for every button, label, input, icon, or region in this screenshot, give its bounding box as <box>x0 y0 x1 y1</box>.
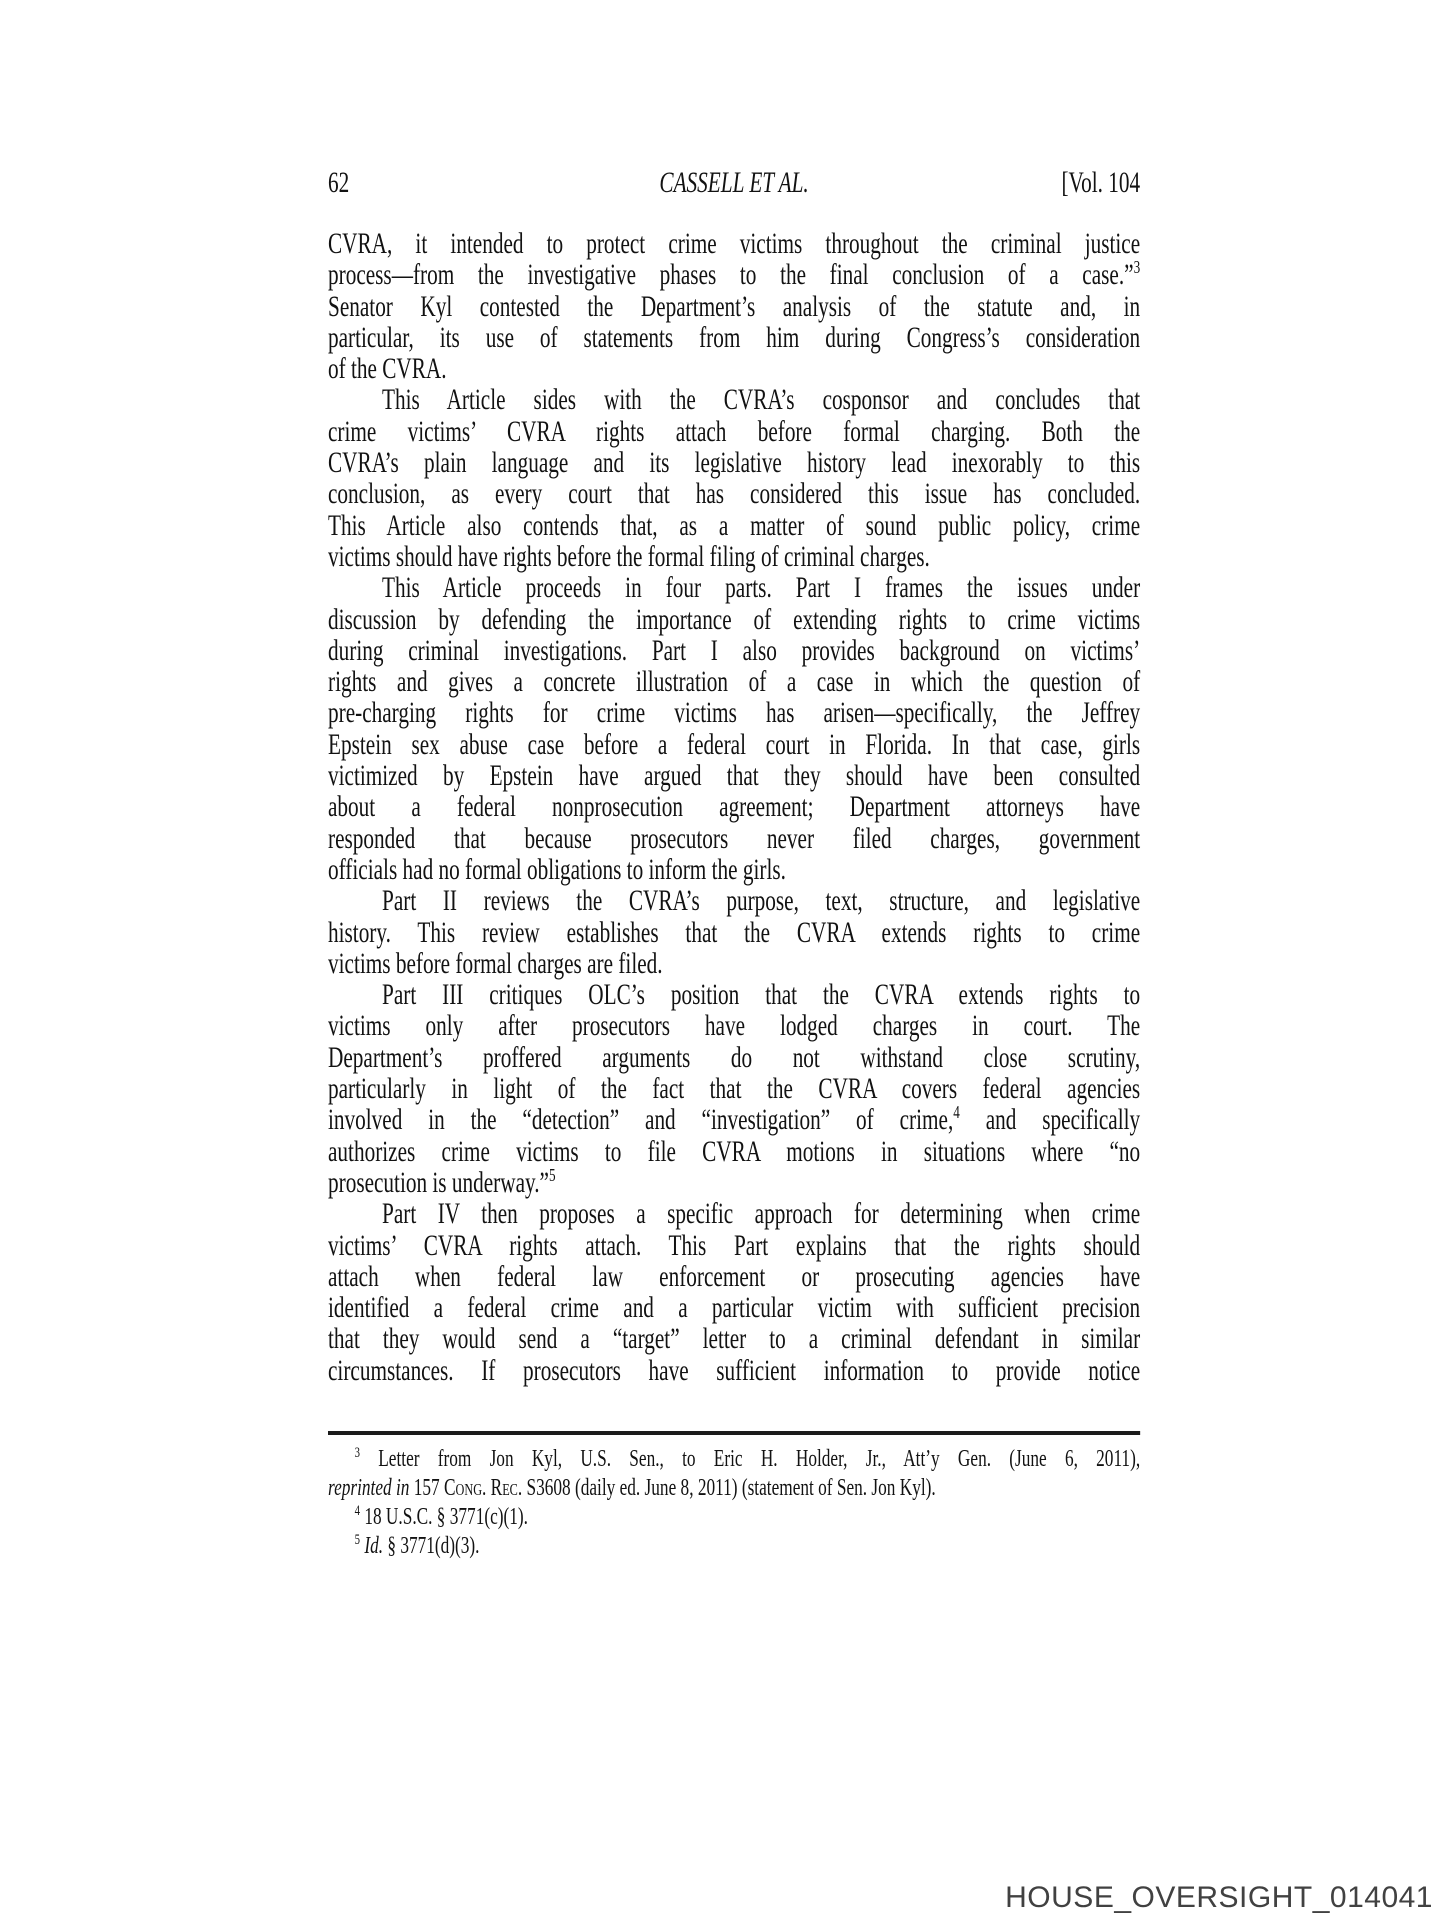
text-line: Department’s proffered arguments do not withstand close scrutiny, <box>328 1041 1141 1074</box>
text-line: $^5$ Id. § 3771(d)(3). <box>354 1532 480 1559</box>
text-line: responded that because prosecutors never filed charges, government <box>328 822 1141 855</box>
text-line: Epstein sex abuse case before a federal court in Florida. In that case, girls <box>328 728 1141 761</box>
text-line: Part III critiques OLC’s position that the CVRA extends rights to <box>382 979 1141 1012</box>
footnote <box>328 1503 1140 1532</box>
text-line: This Article proceeds in four parts. Part I frames the issues under <box>382 572 1141 605</box>
paragraph <box>328 573 1140 886</box>
text-line: Senator Kyl contested the Department’s analysis of the statute and, in <box>328 290 1141 323</box>
text-line: reprinted in 157 Cong. Rec. S3608 (daily ed. June 8, 2011) (statement of Sen. Jon Kyl). <box>328 1475 936 1501</box>
text-line: attach when federal law enforcement or prosecuting agencies have <box>328 1260 1141 1293</box>
text-line: involved in the “detection” and “investigation” of crime,$^4$ and specifically <box>328 1102 1141 1137</box>
text-line: conclusion, as every court that has considered this issue has concluded. <box>328 478 1141 511</box>
running-header <box>328 168 1140 199</box>
text-line: prosecution is underway.”$^5$ <box>328 1165 556 1199</box>
text-line: process—from the investigative phases to the final conclusion of a case.”$^3$ <box>328 257 1141 292</box>
running-title: CASSELL ET AL. <box>659 167 809 199</box>
article-body <box>328 229 1140 1387</box>
text-line: about a federal nonprosecution agreement; Department attorneys have <box>328 791 1141 824</box>
text-line: discussion by defending the importance of extending rights to crime victims <box>328 603 1141 636</box>
text-line: history. This review establishes that the CVRA extends rights to crime <box>328 916 1141 949</box>
paragraph <box>328 980 1140 1199</box>
text-line: particularly in light of the fact that the CVRA covers federal agencies <box>328 1073 1141 1106</box>
page-number: 62 <box>328 167 350 199</box>
footnotes-section <box>328 1445 1140 1561</box>
text-line: CVRA’s plain language and its legislative history lead inexorably to this <box>328 447 1141 480</box>
text-line: $^3$ Letter from Jon Kyl, U.S. Sen., to Eric H. Holder, Jr., Att’y Gen. (June 6, 2011), <box>354 1445 1141 1472</box>
footnote <box>328 1532 1140 1561</box>
text-line: that they would send a “target” letter to a criminal defendant in similar <box>328 1323 1141 1356</box>
text-line: authorizes crime victims to file CVRA motions in situations where “no <box>328 1135 1141 1168</box>
text-line: rights and gives a concrete illustration of a case in which the question of <box>328 666 1141 699</box>
scanned-text-block <box>328 0 1140 1920</box>
paragraph <box>328 1199 1140 1387</box>
text-line: circumstances. If prosecutors have sufficient information to provide notice <box>328 1354 1141 1387</box>
volume-label: [Vol. 104 <box>1061 167 1141 199</box>
footnote-separator-rule <box>328 1431 1140 1435</box>
text-line: of the CVRA. <box>328 353 447 386</box>
text-line: victims before formal charges are filed. <box>328 947 663 980</box>
text-line: Part II reviews the CVRA’s purpose, text, structure, and legislative <box>382 885 1141 918</box>
paragraph <box>328 385 1140 573</box>
text-line: This Article sides with the CVRA’s cosponsor and concludes that <box>382 384 1141 417</box>
text-line: victims should have rights before the formal filing of criminal charges. <box>328 540 930 573</box>
paragraph <box>328 229 1140 385</box>
text-line: victims’ CVRA rights attach. This Part explains that the rights should <box>328 1229 1141 1262</box>
text-line: victimized by Epstein have argued that they should have been consulted <box>328 760 1141 793</box>
text-line: Part IV then proposes a specific approach for determining when crime <box>382 1198 1141 1231</box>
text-line: pre-charging rights for crime victims has arisen—specifically, the Jeffrey <box>328 697 1141 730</box>
paragraph <box>328 886 1140 980</box>
bates-stamp: HOUSE_OVERSIGHT_014041 <box>1005 1881 1433 1914</box>
text-line: officials had no formal obligations to inform the girls. <box>328 853 786 886</box>
text-line: particular, its use of statements from him during Congress’s consideration <box>328 321 1141 354</box>
text-line: during criminal investigations. Part I also provides background on victims’ <box>328 634 1141 667</box>
text-line: This Article also contends that, as a matter of sound public policy, crime <box>328 509 1141 542</box>
text-line: $^4$ 18 U.S.C. § 3771(c)(1). <box>354 1503 528 1530</box>
text-line: CVRA, it intended to protect crime victims throughout the criminal justice <box>328 228 1141 260</box>
footnote <box>328 1445 1140 1503</box>
text-line: crime victims’ CVRA rights attach before formal charging. Both the <box>328 415 1141 448</box>
text-line: identified a federal crime and a particular victim with sufficient precision <box>328 1292 1141 1325</box>
text-line: victims only after prosecutors have lodged charges in court. The <box>328 1010 1141 1043</box>
